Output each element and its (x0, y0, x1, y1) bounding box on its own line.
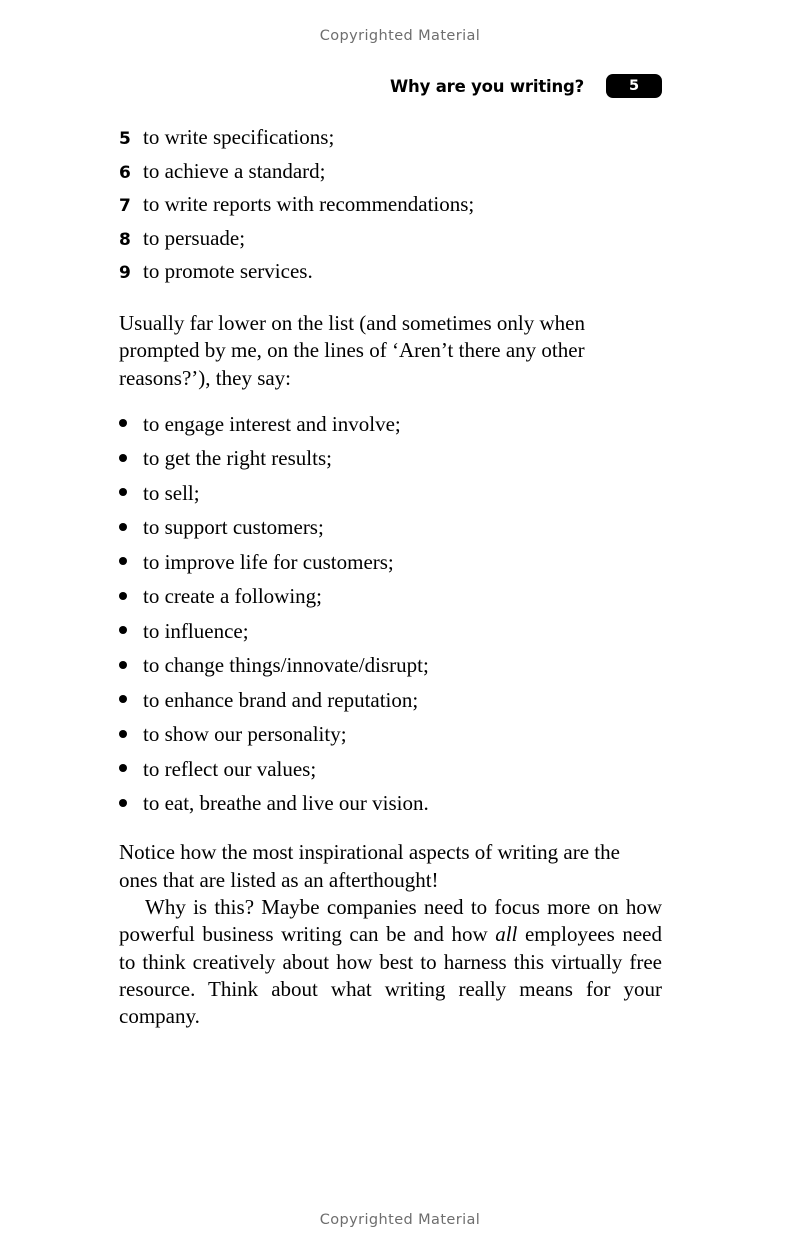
list-item-text: to sell; (143, 480, 200, 505)
list-item (119, 517, 662, 538)
bullet-icon (119, 489, 143, 504)
list-item-text: to change things/innovate/disrupt; (143, 653, 429, 678)
list-item (119, 655, 662, 676)
bullet-icon (119, 765, 143, 780)
list-item (119, 586, 662, 607)
why-paragraph-emphasis: all (495, 922, 518, 947)
page-number-badge: 5 (606, 74, 662, 98)
bullet-icon (119, 799, 143, 814)
bullet-icon (119, 696, 143, 711)
list-item-text: to eat, breathe and live our vision. (143, 791, 429, 816)
list-item (119, 158, 662, 183)
list-item-text: to promote services. (143, 259, 313, 283)
bullet-icon (119, 661, 143, 676)
list-item-text: to support customers; (143, 515, 324, 540)
list-item (119, 411, 662, 436)
list-item-text: to achieve a standard; (143, 158, 326, 183)
numbered-reasons-list (119, 127, 662, 282)
bullet-icon (119, 420, 143, 435)
why-paragraph-part-1: Why is this? Maybe companies need to focus more on how powerful business writing can be and how (119, 894, 662, 947)
list-item-text: to write specifications; (143, 125, 335, 149)
list-item (119, 618, 662, 643)
list-item (119, 724, 662, 745)
list-item-text: to write reports with recommendations; (143, 192, 475, 216)
bullet-icon (119, 627, 143, 642)
list-item (119, 756, 662, 781)
why-paragraph-part-2: employees need to think creatively about how best to harness this virtually free resource. Think about what writing really means for your company. (119, 922, 662, 1029)
copyright-watermark-top: Copyrighted Material (319, 28, 481, 44)
page-content (119, 127, 662, 1030)
list-item-text: to create a following; (143, 584, 323, 609)
list-item-number: 9 (119, 263, 131, 283)
list-item-text: to show our personality; (143, 722, 347, 747)
list-item-text: to enhance brand and reputation; (143, 687, 419, 712)
bullet-icon (119, 558, 143, 573)
list-item (119, 448, 662, 469)
chapter-title: Why are you writing? (390, 76, 584, 96)
bullet-icon (119, 523, 143, 538)
copyright-watermark-bottom: Copyrighted Material (319, 1212, 481, 1228)
why-paragraph (119, 894, 662, 1030)
bulleted-reasons-list (119, 411, 662, 816)
bullet-icon (119, 454, 143, 469)
list-item-number: 8 (119, 229, 131, 250)
notice-paragraph: Notice how the most inspirational aspects of writing are the ones that are listed as an afterthought! (119, 840, 620, 892)
list-item-text: to reflect our values; (143, 756, 317, 781)
list-item-text: to get the right results; (143, 446, 332, 471)
running-head (119, 74, 662, 98)
list-item-text: to improve life for customers; (143, 549, 394, 574)
list-item (119, 261, 662, 282)
list-item (119, 194, 662, 215)
bullet-icon (119, 592, 143, 607)
list-item (119, 127, 662, 148)
list-item-text: to engage interest and involve; (143, 411, 401, 436)
list-item (119, 549, 662, 574)
list-item-text: to influence; (143, 618, 249, 643)
intro-paragraph: Usually far lower on the list (and sometimes only when prompted by me, on the lines of ‘Aren’t there any other reasons?’), they say: (119, 311, 585, 390)
list-item (119, 225, 662, 250)
bullet-icon (119, 730, 143, 745)
list-item (119, 793, 662, 814)
list-item-number: 6 (119, 162, 131, 183)
list-item (119, 687, 662, 712)
list-item-text: to persuade; (143, 225, 246, 250)
list-item (119, 480, 662, 505)
list-item-number: 7 (119, 196, 131, 216)
list-item-number: 5 (119, 129, 131, 149)
